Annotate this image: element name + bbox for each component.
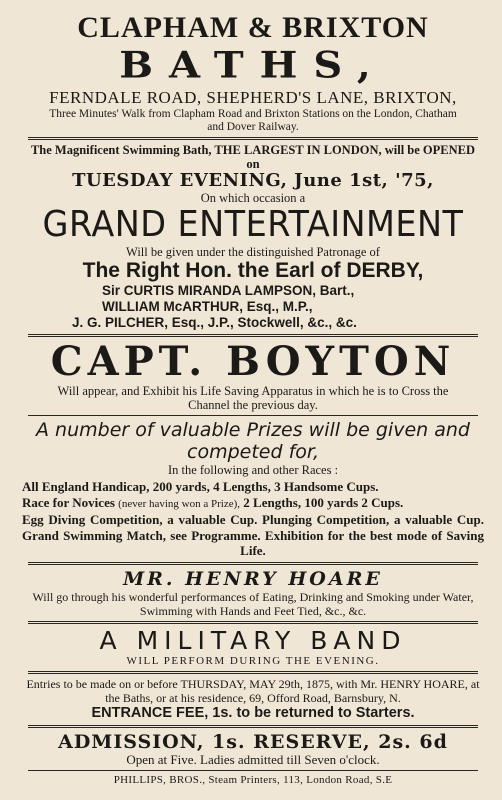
opening-line: The Magnificent Swimming Bath, THE LARGEST IN LONDON, will be OPENED on xyxy=(30,143,476,171)
patron-1: Sir CURTIS MIRANDA LAMPSON, Bart., xyxy=(102,283,355,298)
boyton-text: Will appear, and Exhibit his Life Saving Apparatus in which he is to Cross the Channel the previous day. xyxy=(57,384,449,412)
header-address: FERNDALE ROAD, SHEPHERD'S LANE, BRIXTON, xyxy=(49,88,457,107)
admission-open: Open at Five. Ladies admitted till Seven o'clock. xyxy=(126,751,380,767)
divider xyxy=(28,415,478,416)
header-line1: CLAPHAM & BRIXTON xyxy=(77,11,429,44)
divider xyxy=(28,621,478,624)
patronage-line: Will be given under the distinguished Patronage of xyxy=(126,245,380,259)
divider xyxy=(28,770,478,771)
race-2 xyxy=(22,495,484,513)
divider xyxy=(28,137,478,140)
divider xyxy=(28,725,478,728)
header-directions: Three Minutes' Walk from Clapham Road and Brixton Stations on the London, Chatham and Dover Railway. xyxy=(49,108,457,133)
divider xyxy=(28,671,478,674)
race-1: All England Handicap, 200 yards, 4 Lengths, 3 Handsome Cups. xyxy=(22,479,379,494)
race-2-details: 2 Lengths, 100 yards 2 Cups. xyxy=(243,494,404,510)
race-2-title: Race for Novices xyxy=(22,494,115,510)
printer-imprint: PHILLIPS, BROS., Steam Printers, 113, London Road, S.E xyxy=(113,773,393,786)
header-baths: BATHS, xyxy=(119,44,387,87)
race-2-note: (never having won a Prize), xyxy=(118,497,241,510)
race-3: Egg Diving Competition, a valuable Cup. Plunging Competition, a valuable Cup. Grand Swimming Match, see Programme. Exhibition for the best mode of Saving Life. xyxy=(22,512,484,558)
hoare-title: MR. HENRY HOARE xyxy=(123,567,383,590)
divider xyxy=(28,334,478,337)
band-subtitle: WILL PERFORM DURING THE EVENING. xyxy=(126,654,380,667)
prizes-intro: In the following and other Races : xyxy=(167,463,339,477)
admission-title: ADMISSION, 1s. RESERVE, 2s. 6d xyxy=(58,730,448,753)
divider xyxy=(28,562,478,565)
prizes-headline: A number of valuable Prizes will be given and competed for, xyxy=(36,419,470,463)
opening-date: TUESDAY EVENING, June 1st, '75, xyxy=(72,170,434,191)
patron-3: J. G. PILCHER, Esq., J.P., Stockwell, &c., &c. xyxy=(72,315,357,330)
grand-entertainment-title: GRAND ENTERTAINMENT xyxy=(42,204,464,245)
entrance-fee: ENTRANCE FEE, 1s. to be returned to Starters. xyxy=(91,704,415,721)
earl-line: The Right Hon. the Earl of DERBY, xyxy=(82,259,424,282)
hoare-text: Will go through his wonderful performances of Eating, Drinking and Smoking under Water, Swimming with Hands and Feet Tied, &c., &c. xyxy=(32,589,474,618)
opening-occasion: On which occasion a xyxy=(200,191,306,205)
boyton-title: CAPT. BOYTON xyxy=(50,338,456,385)
entries-text: Entries to be made on or before THURSDAY, MAY 29th, 1875, with Mr. HENRY HOARE, at the Baths, or at his residence, 69, Offord Road, Barnsbury, N. xyxy=(26,676,480,705)
patron-2: WILLIAM McARTHUR, Esq., M.P., xyxy=(102,299,313,314)
band-title: A MILITARY BAND xyxy=(99,625,407,655)
